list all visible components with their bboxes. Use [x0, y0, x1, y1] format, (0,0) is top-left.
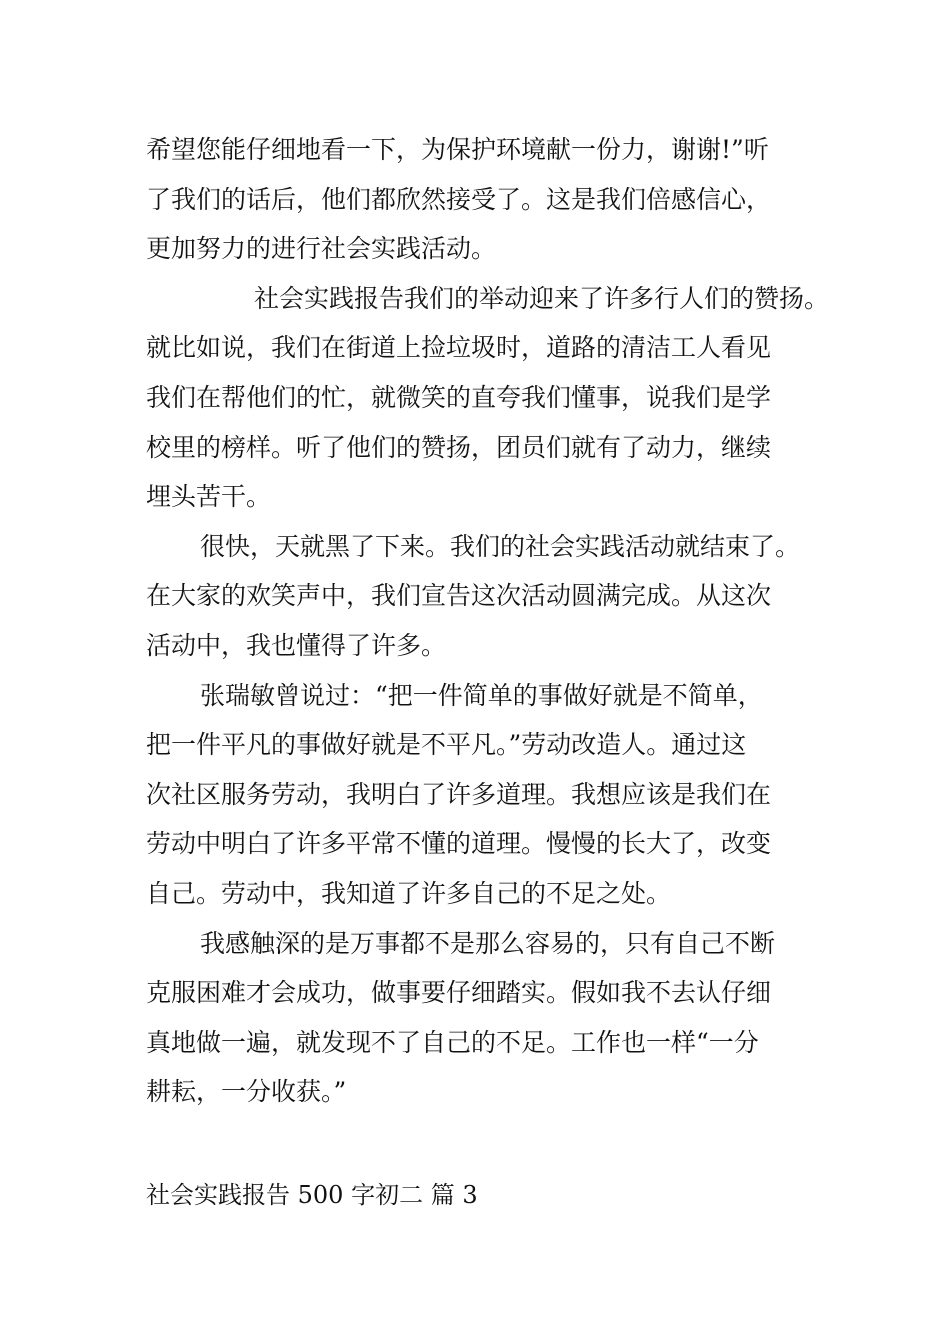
text-line: 把一件平凡的事做好就是不平凡。”劳动改造人。通过这 — [146, 730, 747, 760]
paragraph-3 — [146, 522, 810, 671]
paragraph-1 — [146, 125, 810, 274]
paragraph-2 — [146, 274, 830, 522]
text-line: 真地做一遍，就发现不了自己的不足。工作也一样“一分 — [146, 1027, 759, 1057]
paragraph-5 — [146, 919, 810, 1117]
text-line: 劳动中明白了许多平常不懂的道理。慢慢的长大了，改变 — [146, 829, 772, 859]
paragraph-4 — [146, 671, 810, 919]
text-line: 自己。劳动中，我知道了许多自己的不足之处。 — [146, 878, 672, 908]
text-line: 埋头苦干。 — [146, 482, 272, 512]
text-line: 了我们的话后，他们都欣然接受了。这是我们倍感信心， — [146, 184, 772, 214]
text-line: 活动中，我也懂得了许多。 — [146, 630, 447, 660]
text-line: 希望您能仔细地看一下，为保护环境献一份力，谢谢!”听 — [146, 135, 769, 164]
document-body — [146, 125, 830, 1117]
section-heading: 社会实践报告 500 字初二 篇 3 — [146, 1181, 478, 1209]
text-line: 耕耘，一分收获。” — [146, 1077, 347, 1107]
text-line: 张瑞敏曾说过：“把一件简单的事做好就是不简单， — [200, 680, 763, 710]
text-line: 克服困难才会成功，做事要仔细踏实。假如我不去认仔细 — [146, 978, 772, 1008]
text-line: 很快，天就黑了下来。我们的社会实践活动就结束了。 — [200, 531, 801, 561]
text-line: 社会实践报告我们的举动迎来了许多行人们的赞扬。 — [254, 283, 830, 313]
text-line: 次社区服务劳动，我明白了许多道理。我想应该是我们在 — [146, 779, 772, 809]
text-line: 就比如说，我们在街道上捡垃圾时，道路的清洁工人看见 — [146, 333, 772, 363]
text-line: 我们在帮他们的忙，就微笑的直夸我们懂事，说我们是学 — [146, 382, 772, 412]
text-line: 我感触深的是万事都不是那么容易的，只有自己不断 — [200, 928, 776, 958]
text-line: 校里的榜样。听了他们的赞扬，团员们就有了动力，继续 — [146, 432, 772, 462]
text-line: 在大家的欢笑声中，我们宣告这次活动圆满完成。从这次 — [146, 581, 772, 611]
text-line: 更加努力的进行社会实践活动。 — [146, 234, 497, 264]
